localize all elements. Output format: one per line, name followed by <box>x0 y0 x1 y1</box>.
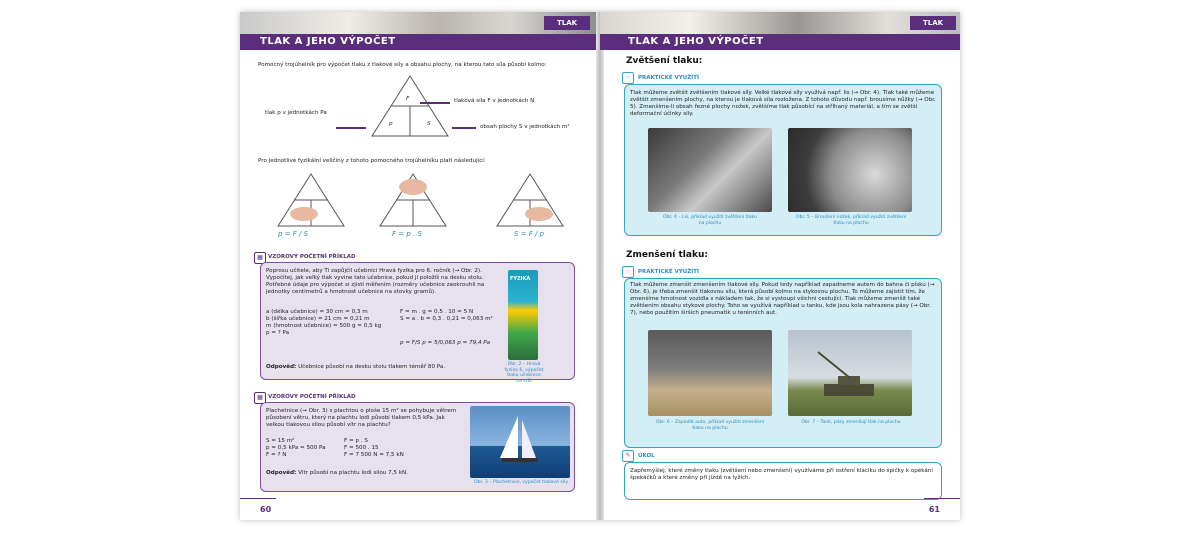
sailboat-image <box>470 406 570 478</box>
textbook-cover-image <box>508 270 538 360</box>
right-page <box>600 12 960 520</box>
open-book <box>240 12 960 520</box>
practical-use-title-2: PRAKTICKÉ VYUŽITÍ <box>638 269 700 275</box>
footer-line <box>924 498 960 500</box>
footer-line <box>240 498 276 500</box>
formula-F: F = p . S <box>392 230 422 238</box>
example1-answer: Odpověď: Učebnice působí na desku stolu tlakem téměř 80 Pa. <box>266 364 446 370</box>
hand-pointer-icon: ☝ <box>622 72 634 84</box>
label-pressure: tlak p v jednotkách Pa <box>265 110 327 116</box>
label-area: obsah plochy S v jednotkách m² <box>480 124 570 130</box>
example2-text: Plachetnice (→ Obr. 3) s plachtou o ploše 15 m² se pohybuje větrem působení větru, který na plachtu lodi působí tlakem 0,5 kPa. Jak velkou tlakovou silou působí vítr na plachtu? <box>266 408 457 428</box>
page-title-bar <box>600 34 960 50</box>
arrow-S <box>452 127 476 129</box>
example2-title: VZOROVÝ POČETNÍ PŘÍKLAD <box>268 394 356 400</box>
caption-obr5: Obr. 5 – Broušení nožek, příklad využití zvětšení tlaku na plochu <box>795 215 907 226</box>
caption-obr4: Obr. 4 – Lis, příklad využití zvětšení tlaku na plochu <box>663 215 757 226</box>
arrow-F <box>420 102 450 104</box>
example1-text: Poprosu učitele, aby Ti zapůjčil učebnici Hravá fyzika pro 6. ročník (→ Obr. 2). Vypočítej, jak velký tlak vyvine tato učebnice, pokud ji položíš na desku stolu. Potřebné údaje pro výpočet si zjisti měřením (rozměry učebnice zaokrouhli na jednotky centimetrů a hmotnost učebnice na stovky gramů). <box>266 268 485 295</box>
caption-obr7: Obr. 7 – Tank, pásy zmenšují tlak na plochu <box>801 420 901 425</box>
header-photo-band <box>600 12 960 34</box>
triangle-p-covered <box>276 172 346 228</box>
label-force: tlaková síla F v jednotkách N <box>454 98 535 104</box>
caption-obr6: Obr. 6 – Zapadlé auto, příklad využití zmenšení tlaku na plochu <box>655 420 765 431</box>
hand-pointer-icon: ☝ <box>622 266 634 278</box>
helper-triangle <box>370 74 450 138</box>
stuck-car-image <box>648 330 772 416</box>
caption-obr3: Obr. 3 – Plachetnice, výpočet tlakové síly <box>473 480 569 485</box>
page-title: TLAK A JEHO VÝPOČET <box>260 36 396 47</box>
triangle-p: p <box>389 121 393 127</box>
page-title-bar <box>240 34 600 50</box>
example1-calc: F = m . g = 0,5 . 10 = 5 N S = a . b = 0,3 . 0,21 = 0,063 m² <box>400 309 493 322</box>
chapter-tab: TLAK <box>910 16 956 30</box>
example2-answer: Odpověď: Vítr působí na plachtu lodi silou 7,5 kN. <box>266 470 408 476</box>
calculator-icon: ▦ <box>254 392 266 404</box>
textbook-cover-title: FYZIKA <box>510 276 531 282</box>
example1-result: p = F/S p = 5/0,063 p = 79,4 Pa <box>400 340 491 346</box>
formula-S: S = F / p <box>514 230 545 238</box>
task-text: Zapřemýšlej, které změny tlaku (zvětšení nebo zmenšení) využíváme při ostření klacíku do špičky k opékání špekáčků a které změny při jízdě na lyžích. <box>630 468 933 481</box>
example1-given: a (délka učebnice) = 30 cm = 0,3 m b (šířka učebnice) = 21 cm = 0,21 m m (hmotnost učebnice) = 500 g = 0,5 kg p = ? Pa <box>266 309 382 336</box>
arrow-p <box>336 127 366 129</box>
triangle-S: S <box>427 121 431 127</box>
example1-title: VZOROVÝ POČETNÍ PŘÍKLAD <box>268 254 356 260</box>
formula-p: p = F / S <box>278 230 309 238</box>
chapter-tab: TLAK <box>544 16 590 30</box>
press-machine-image <box>648 128 772 212</box>
page-number: 60 <box>260 505 272 514</box>
task-icon: ✎ <box>622 450 634 462</box>
practical-use-text-2: Tlak můžeme zmenšit zmenšením tlakové síly. Pokud tedy například zapadneme autem do bahna či písku (→ Obr. 6), je třeba zmenšit tlakovou sílu, která působí kolmo na stykovou plochu. To můžeme zajistit tím, že zmenšíme hmotnost vozidla s nákladem tak, že si vystoupí všichni cestující. Tlak můžeme zmenšit také zvětšením obsahu stykové plochy. Toho se využívá například u tanku, kde jsou kola nahrazena pásy (→ Obr. 7), nebo použitím širších pneumatik u terénních aut. <box>630 282 935 316</box>
tank-image <box>788 330 912 416</box>
practical-use-title-1: PRAKTICKÉ VYUŽITÍ <box>638 75 700 81</box>
intro-text: Pomocný trojúhelník pro výpočet tlaku z tlakové síly a obsahu plochy, na kterou tato síla působí kolmo: <box>258 62 547 68</box>
intro-text-2: Pro jednotlivé fyzikální veličiny z tohoto pomocného trojúhelníku platí následující: <box>258 158 486 164</box>
triangle-S-covered <box>495 172 565 228</box>
triangle-F-covered <box>378 172 448 228</box>
page-title: TLAK A JEHO VÝPOČET <box>628 36 764 47</box>
triangle-F: F <box>406 96 410 102</box>
practical-use-text-1: Tlak můžeme zvětšit zvětšením tlakové síly. Velké tlakové síly využívá např. lis (→ Obr. 4). Tlak také můžeme zvětšit zmenšením plochy, na kterou je tlaková síla rozložena. Z tohoto důvodu např. brousíme nůžky (→ Obr. 5). Zmenšíme-li obsah řezné plochy nožek, zvětšíme tlak působící na stříhaný materiál, a tím se zvětší deformační účinky síly. <box>630 90 936 117</box>
task-title: ÚKOL <box>638 453 655 459</box>
left-page <box>240 12 600 520</box>
section-heading-decrease: Zmenšení tlaku: <box>626 250 708 260</box>
page-number: 61 <box>928 505 940 514</box>
caption-obr2: Obr. 2 – Hravá fyzika 6, výpočet tlaku učebnice na stůl <box>504 362 544 384</box>
section-heading-increase: Zvětšení tlaku: <box>626 56 703 66</box>
example2-given: S = 15 m² p = 0,5 kPa = 500 Pa F = ? N <box>266 438 326 458</box>
calculator-icon: ▦ <box>254 252 266 264</box>
example2-calc: F = p . S F = 500 . 15 F = 7 500 N = 7,5 kN <box>344 438 404 458</box>
knife-sharpening-image <box>788 128 912 212</box>
